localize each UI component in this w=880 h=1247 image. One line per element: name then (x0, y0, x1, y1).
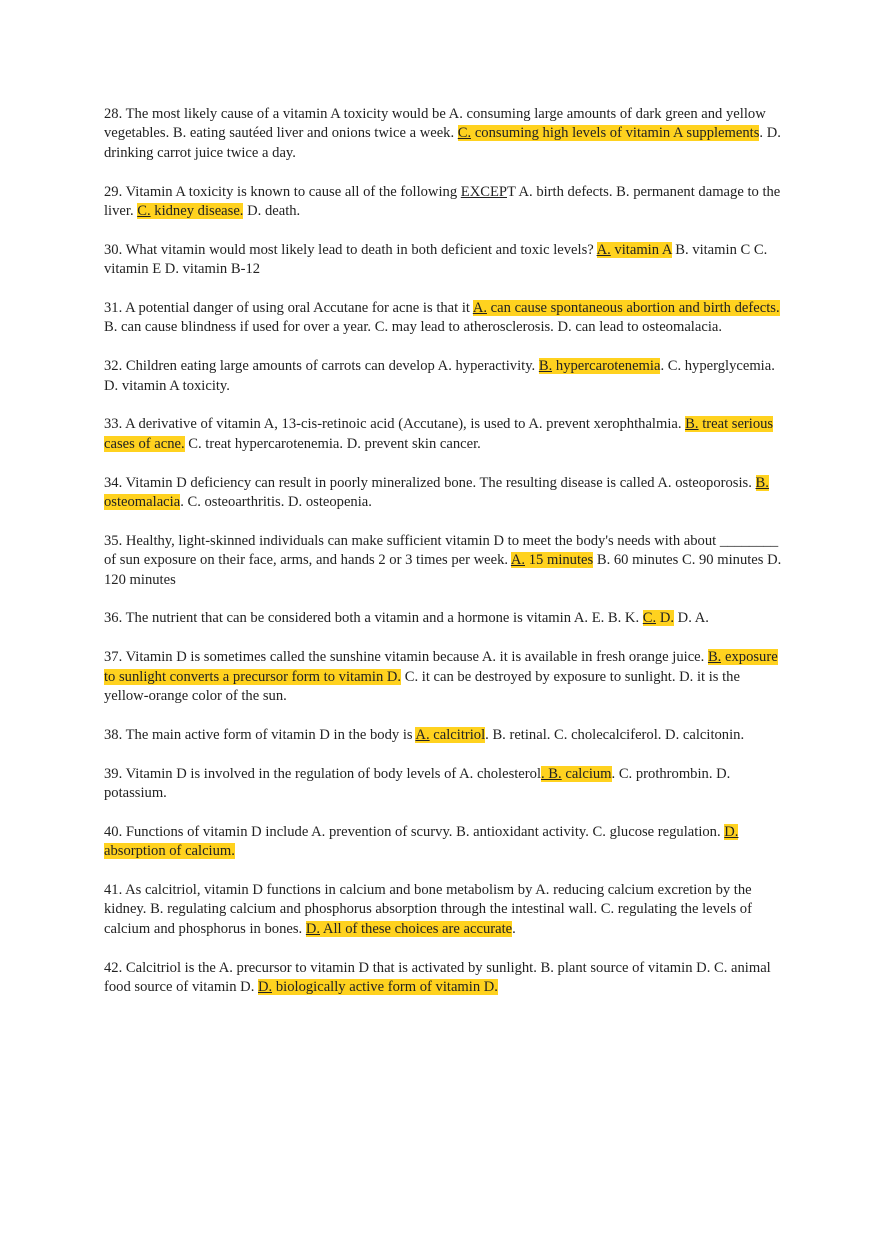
question-text: 42. Calcitriol is the A. precursor to vitamin D that is activated by sunlight. B. plant source of vitamin D. C. animal food source of vitamin D. (104, 959, 771, 996)
document-page (104, 105, 784, 1017)
highlighted-answer-text: B. (685, 416, 699, 433)
question-text: 36. The nutrient that can be considered both a vitamin and a hormone is vitamin A. E. B. K. (104, 610, 643, 627)
question-q40 (104, 823, 784, 862)
question-q31 (104, 299, 784, 338)
question-text: 35. Healthy, light-skinned individuals can make sufficient vitamin D to meet the body's needs with about ________ of sun exposure on their face, arms, and hands 2 or 3 times per week. (104, 532, 779, 569)
question-text: . B. retinal. C. cholecalciferol. D. calcitonin. (485, 726, 745, 743)
question-q28 (104, 105, 784, 163)
question-text: 40. Functions of vitamin D include A. prevention of scurvy. B. antioxidant activity. C. glucose regulation. (104, 823, 725, 840)
question-text: D. death. (243, 203, 301, 220)
highlighted-answer-text: D. (724, 823, 739, 840)
question-text: 28. The most likely cause of a vitamin A toxicity would be A. consuming large amounts of dark green and yellow vegetables. B. eating sautéed liver and onions twice a week. (104, 106, 766, 142)
highlighted-answer-text: treat serious cases of acne. (104, 416, 774, 452)
highlighted-answer-text: A. (596, 241, 611, 258)
highlighted-answer-text: A. (510, 552, 526, 569)
question-text: T A. birth defects. B. permanent damage to the liver. (104, 183, 781, 220)
question-text: 31. A potential danger of using oral Accutane for acne is that it (104, 300, 473, 317)
highlighted-answer-text: calcium (561, 765, 612, 782)
question-text: 29. Vitamin A toxicity is known to cause all of the following (104, 183, 461, 200)
question-q41 (104, 881, 784, 939)
question-text: 37. Vitamin D is sometimes called the sunshine vitamin because A. it is available in fresh orange juice. (104, 649, 708, 666)
highlighted-answer-text: D. (305, 920, 321, 937)
question-text: . C. prothrombin. D. potassium. (104, 765, 731, 802)
question-text: . C. hyperglycemia. D. vitamin A toxicity. (104, 358, 775, 394)
highlighted-answer-text: A. (415, 726, 430, 743)
question-q30 (104, 241, 784, 280)
highlighted-answer-text: hypercarotenemia (552, 358, 661, 375)
highlighted-answer-text: B. (755, 474, 769, 491)
highlighted-answer-text: absorption of calcium. (104, 843, 235, 860)
question-q32 (104, 357, 784, 396)
highlighted-answer-text: calcitriol (429, 726, 486, 743)
question-text: 38. The main active form of vitamin D in the body is (104, 726, 416, 743)
question-text: C. it can be destroyed by exposure to sunlight. D. it is the yellow-orange color of the sun. (104, 668, 740, 705)
question-text: 33. A derivative of vitamin A, 13-cis-retinoic acid (Accutane), is used to A. prevent xerophthalmia. (104, 416, 686, 433)
question-text: 34. Vitamin D deficiency can result in poorly mineralized bone. The resulting disease is called A. osteoporosis. (104, 474, 756, 491)
highlighted-answer-text: All of these choices are accurate (320, 920, 513, 937)
question-text: 30. What vitamin would most likely lead to death in both deficient and toxic levels? (104, 241, 597, 258)
question-text: . C. osteoarthritis. D. osteopenia. (180, 494, 372, 511)
highlighted-answer-text: A. (472, 300, 488, 317)
question-q39 (104, 765, 784, 804)
question-text: . D. drinking carrot juice twice a day. (104, 125, 781, 161)
question-text: D. A. (674, 610, 709, 627)
highlighted-answer-text: kidney disease. (150, 203, 244, 220)
question-text: EXCEP (460, 183, 507, 200)
highlighted-answer-text: exposure to sunlight converts a precursor form to vitamin D. (104, 649, 778, 685)
highlighted-answer-text: osteomalacia (104, 494, 181, 511)
question-text: B. 60 minutes C. 90 minutes D. 120 minutes (104, 552, 782, 588)
highlighted-answer-text: C. (457, 125, 472, 142)
highlighted-answer-text: . B. (541, 765, 562, 782)
highlighted-answer-text: B. (538, 358, 553, 375)
question-q34 (104, 474, 784, 513)
question-text: . (512, 920, 516, 937)
question-text: C. treat hypercarotenemia. D. prevent skin cancer. (184, 435, 481, 452)
highlighted-answer-text: vitamin A (610, 241, 672, 258)
question-q33 (104, 415, 784, 454)
question-q35 (104, 532, 784, 590)
highlighted-answer-text: B. (707, 649, 722, 666)
question-q42 (104, 959, 784, 998)
highlighted-answer-text: C. (642, 610, 657, 627)
question-text: 32. Children eating large amounts of carrots can develop A. hyperactivity. (104, 358, 539, 375)
highlighted-answer-text: C. (137, 203, 151, 220)
question-q36 (104, 609, 784, 628)
highlighted-answer-text: biologically active form of vitamin D. (272, 979, 498, 996)
highlighted-answer-text: 15 minutes (525, 552, 594, 569)
highlighted-answer-text: D. (656, 610, 675, 627)
highlighted-answer-text: consuming high levels of vitamin A supplements (471, 125, 760, 142)
question-text: B. vitamin C C. vitamin E D. vitamin B-12 (104, 241, 768, 278)
question-q38 (104, 726, 784, 745)
highlighted-answer-text: D. (258, 979, 273, 996)
question-q29 (104, 183, 784, 222)
highlighted-answer-text: can cause spontaneous abortion and birth defects. (487, 300, 780, 317)
question-text: 39. Vitamin D is involved in the regulation of body levels of A. cholesterol (104, 765, 541, 782)
question-text: 41. As calcitriol, vitamin D functions in calcium and bone metabolism by A. reducing calcium excretion by the kidney. B. regulating calcium and phosphorus absorption through the intestinal wall. C. regulating the levels of calcium and phosphorus in bones. (104, 882, 752, 937)
question-text: B. can cause blindness if used for over a year. C. may lead to atherosclerosis. D. can lead to osteomalacia. (104, 319, 722, 336)
question-q37 (104, 648, 784, 706)
